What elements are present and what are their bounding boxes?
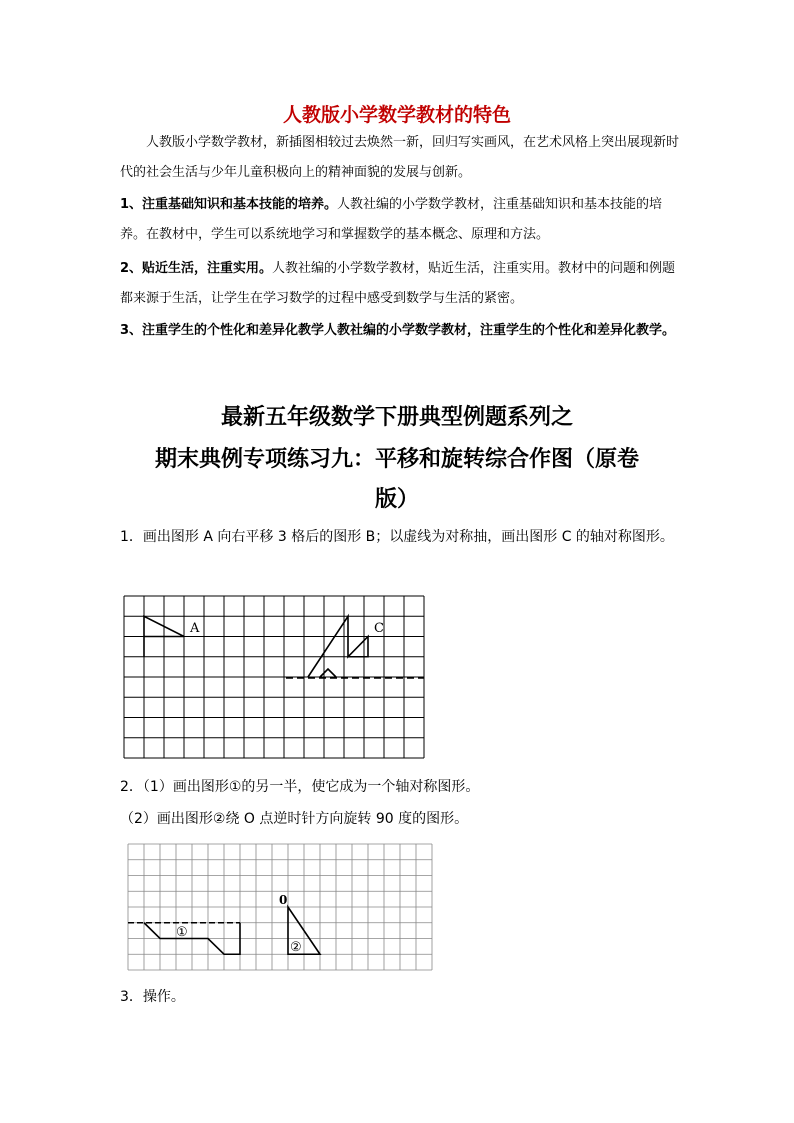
shape-c-label: C bbox=[374, 621, 384, 636]
intro-paragraph: 人教版小学数学教材，新插图相较过去焕然一新，回归写实画风，在艺术风格上突出展现新时代的社会生活与少年儿童积极向上的精神面貌的发展与创新。 bbox=[120, 135, 680, 180]
question-2-part-1: 2．（1）画出图形①的另一半，使它成为一个轴对称图形。 bbox=[120, 779, 480, 795]
grid-1 bbox=[118, 592, 438, 762]
grid-2 bbox=[122, 838, 444, 974]
shape-2-label: ② bbox=[290, 940, 302, 955]
main-title-line1: 最新五年级数学下册典型例题系列之 bbox=[220, 405, 573, 430]
shape-1-label: ① bbox=[176, 925, 188, 940]
main-title-line3: 版） bbox=[374, 487, 419, 512]
feature-1-text: 人教社编的小学数学教材，注重基础知识和基本技能的培养。在教材中，学生可以系统地学习和掌握数学的基本概念、原理和方法。 bbox=[120, 197, 663, 242]
shape-a-label: A bbox=[190, 621, 200, 636]
feature-2-text: 人教社编的小学数学教材，贴近生活，注重实用。教材中的问题和例题都来源于生活，让学生在学习数学的过程中感受到数学与生活的紧密。 bbox=[120, 261, 676, 306]
feature-2-heading: 2、贴近生活，注重实用。 bbox=[120, 261, 273, 276]
question-2-part-2: （2）画出图形②绕 O 点逆时针方向旋转 90 度的图形。 bbox=[120, 811, 469, 827]
feature-1-heading: 1、注重基础知识和基本技能的培养。 bbox=[120, 197, 338, 212]
question-1: 1．画出图形 A 向右平移 3 格后的图形 B；以虚线为对称抽，画出图形 C 的轴对称图形。 bbox=[120, 529, 674, 545]
feature-3: 3、注重学生的个性化和差异化教学人教社编的小学数学教材，注重学生的个性化和差异化教学。 bbox=[120, 323, 676, 338]
point-o-label: 0 bbox=[279, 893, 288, 907]
feature-2 bbox=[120, 254, 680, 314]
feature-1 bbox=[120, 190, 680, 250]
shape-c-tip bbox=[320, 669, 336, 677]
shape-c bbox=[308, 616, 368, 677]
intro-title: 人教版小学数学教材的特色 bbox=[282, 104, 511, 126]
question-3: 3．操作。 bbox=[120, 989, 185, 1005]
grid-2-lines bbox=[128, 844, 432, 970]
main-title-line2: 期末典例专项练习九：平移和旋转综合作图（原卷 bbox=[154, 447, 639, 472]
